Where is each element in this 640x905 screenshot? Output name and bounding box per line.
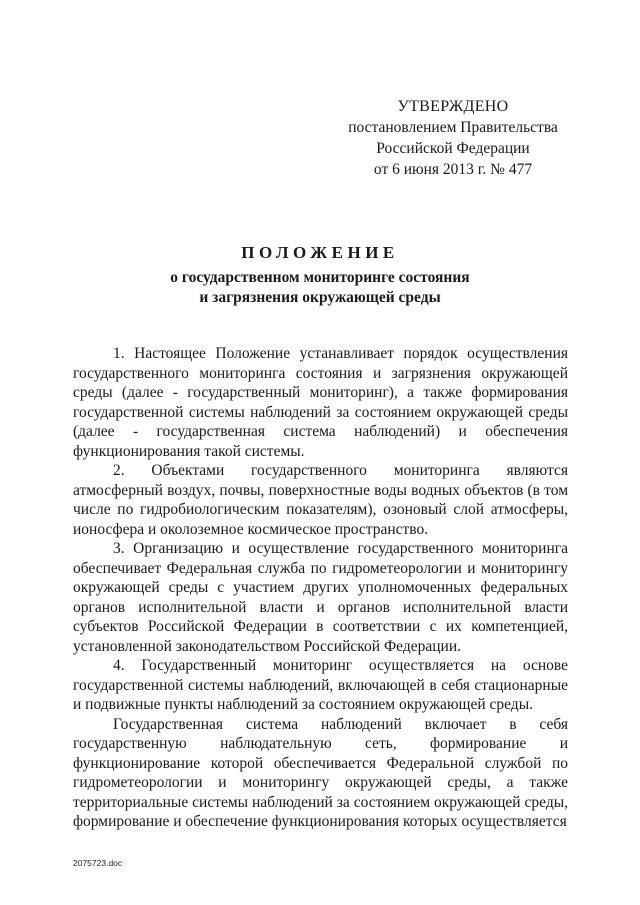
paragraph-2: 2. Объектами государственного мониторинга являются атмосферный воздух, почвы, поверхностные воды водных объектов (в том числе по гидробиологическим показателям), озоновый слой атмосферы, ионосфера и околоземное космическое пространство.: [73, 462, 568, 538]
subtitle-line-2: и загрязнения окружающей среды: [199, 289, 441, 306]
file-name-footer: 2075723.doc: [73, 858, 123, 868]
paragraph-5: Государственная система наблюдений включает в себя государственную наблюдательную сеть, формирование и функционирование которой обеспечивается Федеральной службой по гидрометеорологии и мониторингу окружающей среды, а также территориальные системы наблюдений за состоянием окружающей среды, формирование и обеспечение функционирования которых осуществляется: [73, 715, 568, 830]
approval-line-1: постановлением Правительства: [348, 119, 558, 136]
paragraph-1: 1. Настоящее Положение устанавливает порядок осуществления государственного мониторинга состояния и загрязнения окружающей среды (далее - государственный мониторинг), а также формирования государственной системы наблюдений за состоянием окружающей среды (далее - государственная система наблюдений) и обеспечения функционирования такой системы.: [73, 345, 568, 460]
approval-heading: УТВЕРЖДЕНО: [397, 98, 509, 115]
document-subtitle: [70, 268, 570, 308]
document-title: ПОЛОЖЕНИЕ: [241, 243, 399, 262]
document-body: [73, 344, 568, 832]
approval-line-3: от 6 июня 2013 г. № 477: [373, 161, 533, 178]
approval-stamp: [340, 96, 566, 180]
paragraph-3: 3. Организацию и осуществление государственного мониторинга обеспечивает Федеральная служба по гидрометеорологии и мониторингу окружающей среды с участием других уполномоченных федеральных органов исполнительной власти и органов исполнительной власти субъектов Российской Федерации в соответствии с их компетенцией, установленной законодательством Российской Федерации.: [73, 540, 568, 655]
approval-line-2: Российской Федерации: [376, 140, 530, 157]
paragraph-4: 4. Государственный мониторинг осуществляется на основе государственной системы наблюдений, включающей в себя стационарные и подвижные пункты наблюдений за состоянием окружающей среды.: [73, 657, 568, 713]
subtitle-line-1: о государственном мониторинге состояния: [170, 269, 470, 286]
